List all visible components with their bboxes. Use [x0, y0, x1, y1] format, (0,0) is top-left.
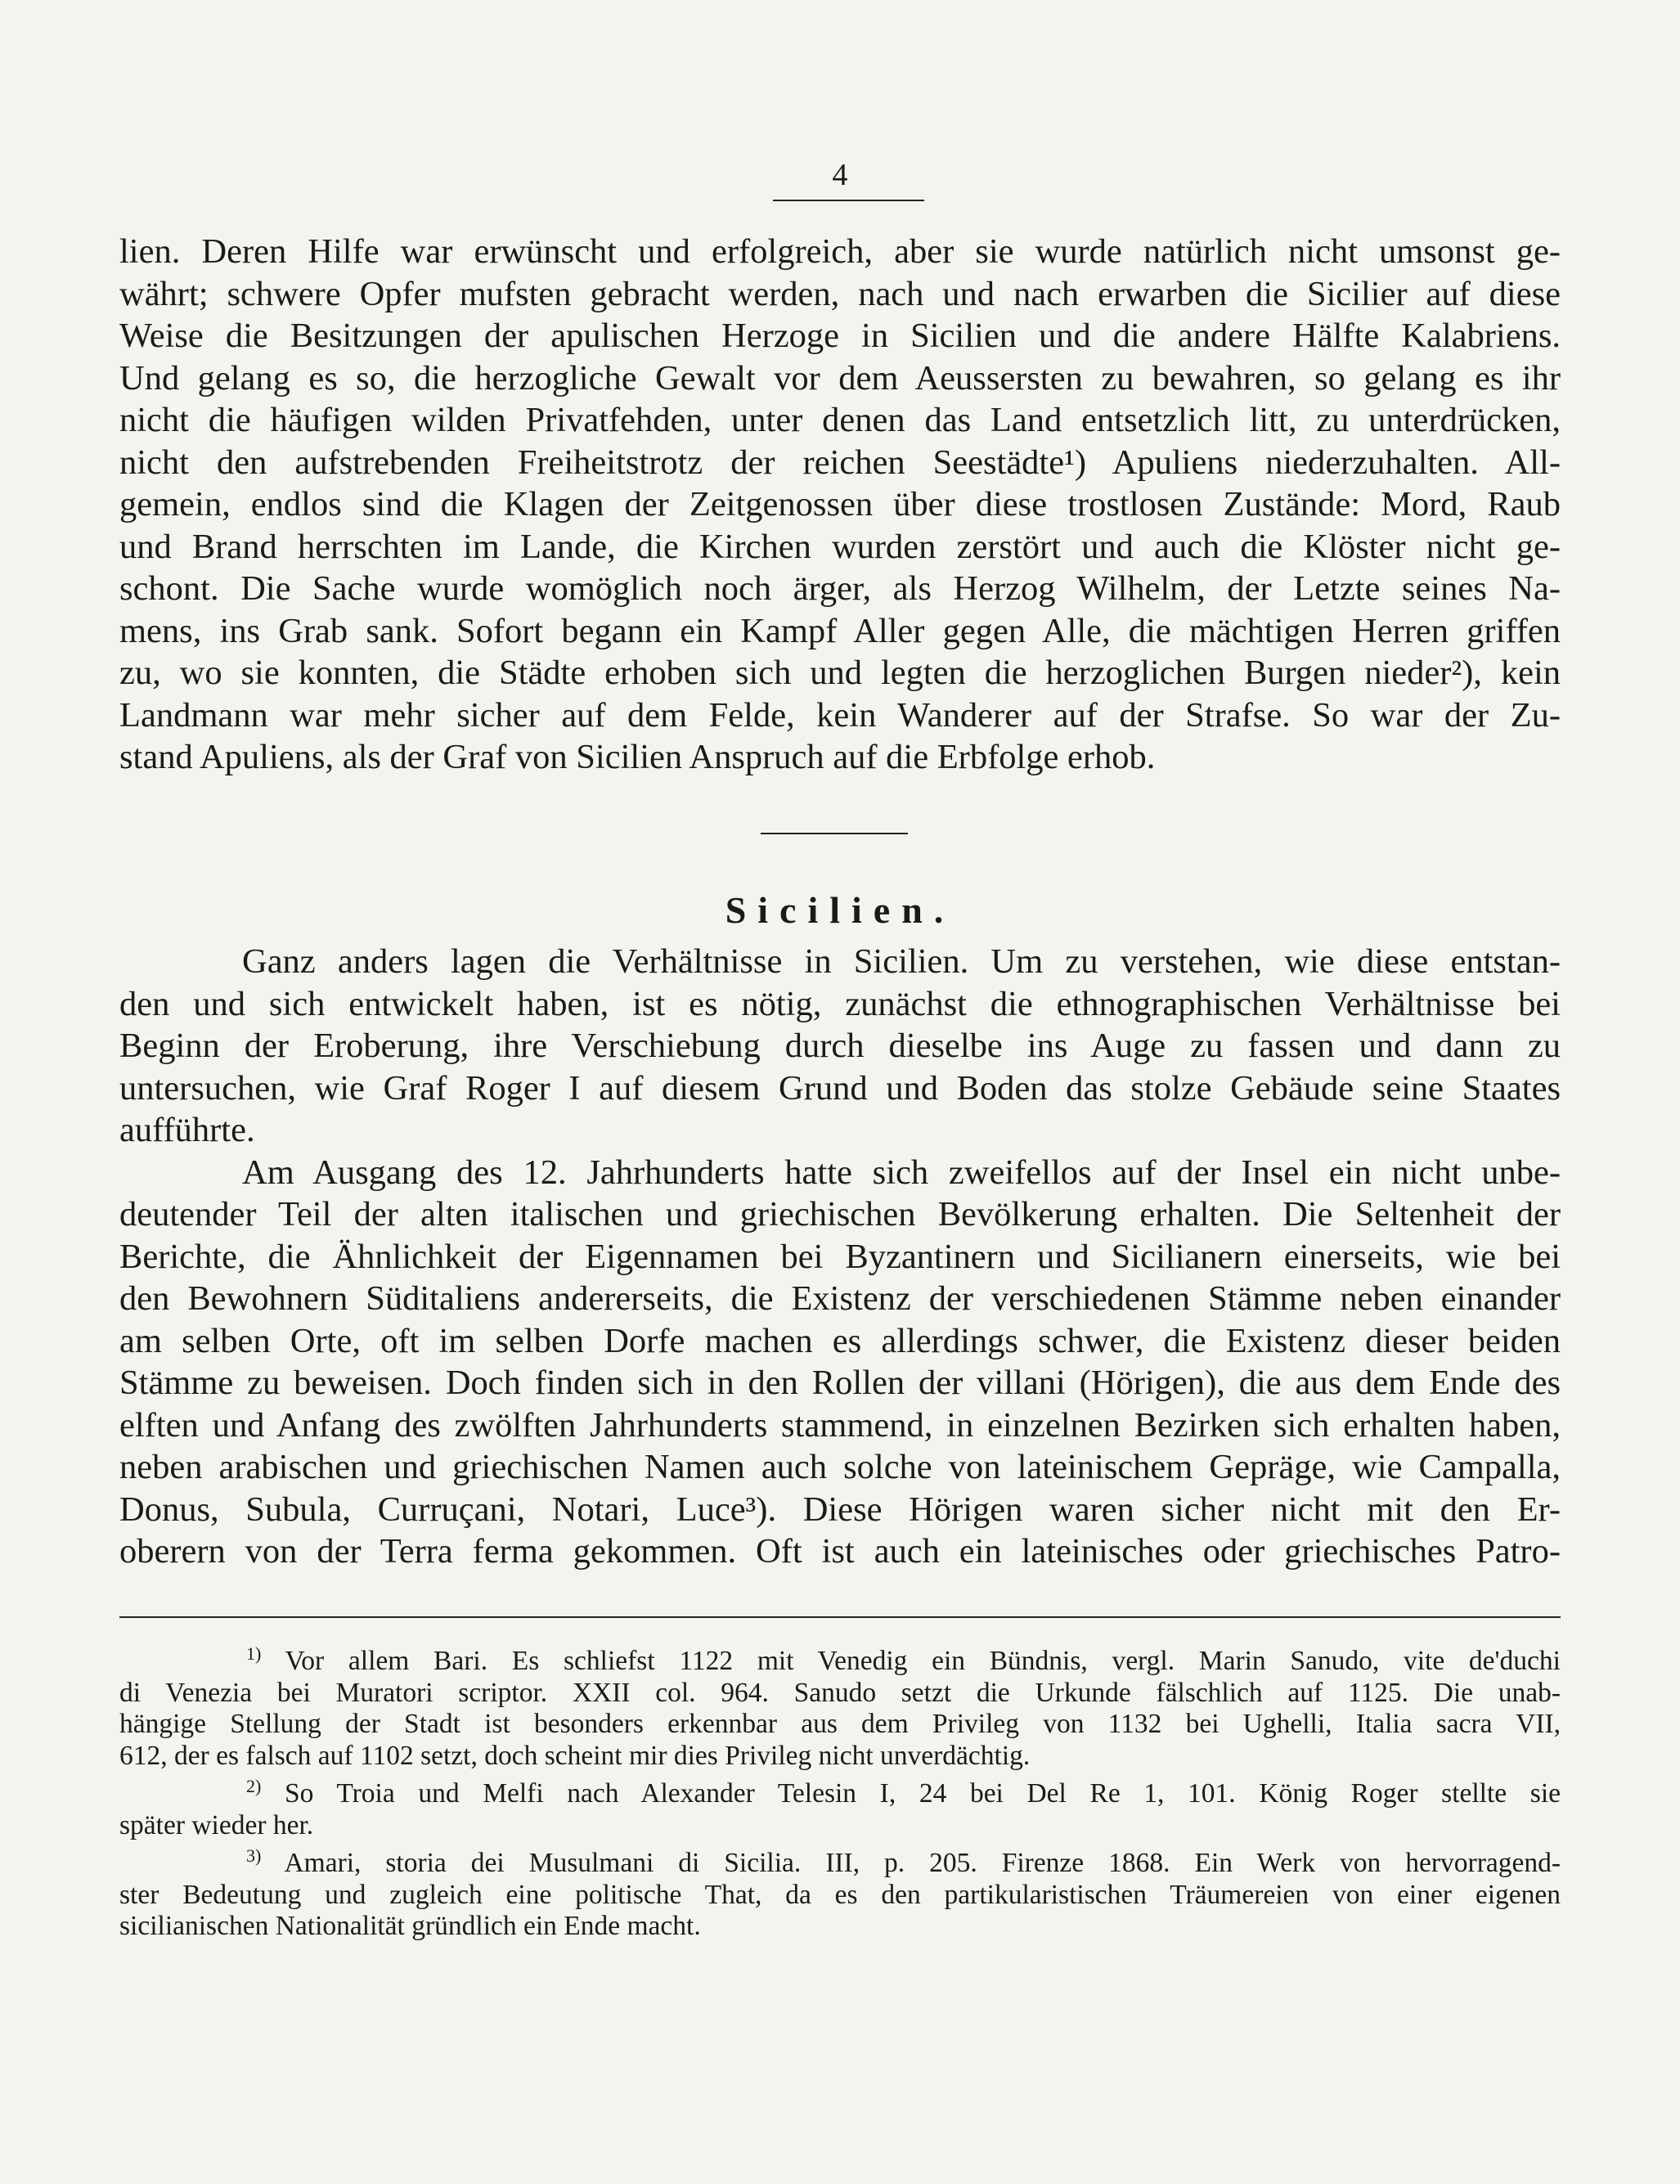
- text-line: zu, wo sie konnten, die Städte erhoben sich und legten die herzoglichen Burgen nieder²), kein: [119, 654, 1561, 692]
- section-heading: Sicilien.: [725, 889, 955, 931]
- footnotes: [119, 1642, 1561, 1943]
- text-line: neben arabischen und griechischen Namen auch solche von lateinischem Gepräge, wie Campalla,: [119, 1448, 1561, 1486]
- footnote-line: $^{2)}$ So Troia und Melfi nach Alexander Telesin I, 24 bei Del Re 1, 101. König Roger stellte sie: [246, 1775, 1561, 1809]
- footnote-line: di Venezia bei Muratori scriptor. XXII col. 964. Sanudo setzt die Urkunde fälschlich auf 1125. Die unab-: [119, 1677, 1561, 1708]
- text-line: Weise die Besitzungen der apulischen Herzoge in Sicilien und die andere Hälfte Kalabriens.: [119, 317, 1561, 355]
- text-line: Stämme zu beweisen. Doch finden sich in den Rollen der villani (Hörigen), die aus dem Ende des: [119, 1364, 1561, 1402]
- paragraph-apulien: [119, 231, 1561, 779]
- footnote-line: sicilianischen Nationalität gründlich ein Ende macht.: [119, 1911, 701, 1941]
- text-line: untersuchen, wie Graf Roger I auf diesem Grund und Boden das stolze Gebäude seine Staates: [119, 1068, 1561, 1108]
- footnote-line: hängige Stellung der Stadt ist besonders erkennbar aus dem Privileg von 1132 bei Ughelli, Italia sacra VII,: [119, 1709, 1561, 1739]
- text-line: Beginn der Eroberung, ihre Verschiebung durch dieselbe ins Auge zu fassen und dann zu: [119, 1027, 1561, 1065]
- text-line: den Bewohnern Süditaliens andererseits, die Existenz der verschiedenen Stämme neben einander: [119, 1279, 1561, 1318]
- page-number: 4: [832, 158, 848, 192]
- paragraph-sicilien: [119, 941, 1561, 1573]
- footnote-number: 1): [246, 1642, 262, 1664]
- text-line: elften und Anfang des zwölften Jahrhunderts stammend, in einzelnen Bezirken sich erhalten haben,: [119, 1405, 1561, 1445]
- text-line: gemein, endlos sind die Klagen der Zeitgenossen über diese trostlosen Zustände: Mord, Raub: [119, 485, 1561, 524]
- footnote-line: $^{1)}$ Vor allem Bari. Es schliefst 1122 mit Venedig ein Bündnis, vergl. Marin Sanudo, vite de'duchi: [246, 1642, 1561, 1676]
- text-line: mens, ins Grab sank. Sofort begann ein Kampf Aller gegen Alle, die mächtigen Herren griffen: [119, 611, 1561, 650]
- footnote-line: später wieder her.: [119, 1809, 314, 1840]
- text-line: Berichte, die Ähnlichkeit der Eigennamen bei Byzantinern und Sicilianern einerseits, wie bei: [119, 1237, 1561, 1276]
- footnote-number: 2): [246, 1775, 262, 1796]
- page-number-rule: [773, 200, 924, 201]
- text-line: Am Ausgang des 12. Jahrhunderts hatte sich zweifellos auf der Insel ein nicht unbe-: [242, 1153, 1561, 1192]
- text-line: Landmann war mehr sicher auf dem Felde, kein Wanderer auf der Strafse. So war der Zu-: [119, 695, 1561, 735]
- text-line: währt; schwere Opfer mufsten gebracht werden, nach und nach erwarben die Sicilier auf diese: [119, 274, 1561, 313]
- footnote-line: $^{3)}$ Amari, storia dei Musulmani di Sicilia. III, p. 205. Firenze 1868. Ein Werk von hervorragend-: [246, 1845, 1561, 1878]
- text-line: schont. Die Sache wurde womöglich noch ärger, als Herzog Wilhelm, der Letzte seines Na-: [119, 569, 1561, 608]
- section-divider: [761, 833, 908, 834]
- text-line: und Brand herrschten im Lande, die Kirchen wurden zerstört und auch die Klöster nicht ge-: [119, 527, 1561, 566]
- text-line: nicht die häufigen wilden Privatfehden, unter denen das Land entsetzlich litt, zu unterdrücken,: [119, 401, 1561, 439]
- text-line: nicht den aufstrebenden Freiheitstrotz der reichen Seestädte¹) Apuliens niederzuhalten. All-: [119, 443, 1561, 482]
- text-line: den und sich entwickelt haben, ist es nötig, zunächst die ethnographischen Verhältnisse bei: [119, 984, 1561, 1023]
- text-line: Ganz anders lagen die Verhältnisse in Sicilien. Um zu verstehen, wie diese entstan-: [242, 942, 1561, 981]
- text-line: am selben Orte, oft im selben Dorfe machen es allerdings schwer, die Existenz dieser beiden: [119, 1321, 1561, 1360]
- text-line: stand Apuliens, als der Graf von Sicilien Anspruch auf die Erbfolge erhob.: [119, 738, 1156, 776]
- text-line: Und gelang es so, die herzogliche Gewalt vor dem Aeussersten zu bewahren, so gelang es ihr: [119, 358, 1561, 398]
- footnote-rule: [119, 1616, 1561, 1618]
- text-line: Donus, Subula, Curruçani, Notari, Luce³). Diese Hörigen waren sicher nicht mit den Er-: [119, 1490, 1561, 1529]
- text-line: lien. Deren Hilfe war erwünscht und erfolgreich, aber sie wurde natürlich nicht umsonst ge-: [119, 232, 1561, 271]
- footnote-line: 612, der es falsch auf 1102 setzt, doch scheint mir dies Privileg nicht unverdächtig.: [119, 1740, 1031, 1771]
- text-line: oberern von der Terra ferma gekommen. Oft ist auch ein lateinisches oder griechisches Patro-: [119, 1532, 1561, 1571]
- footnote-number: 3): [246, 1845, 262, 1866]
- text-line: deutender Teil der alten italischen und griechischen Bevölkerung erhalten. Die Seltenheit der: [119, 1195, 1561, 1234]
- text-line: aufführte.: [119, 1111, 255, 1149]
- footnote-line: ster Bedeutung und zugleich eine politische That, da es den partikularistischen Träumereien von einer eigenen: [119, 1879, 1561, 1910]
